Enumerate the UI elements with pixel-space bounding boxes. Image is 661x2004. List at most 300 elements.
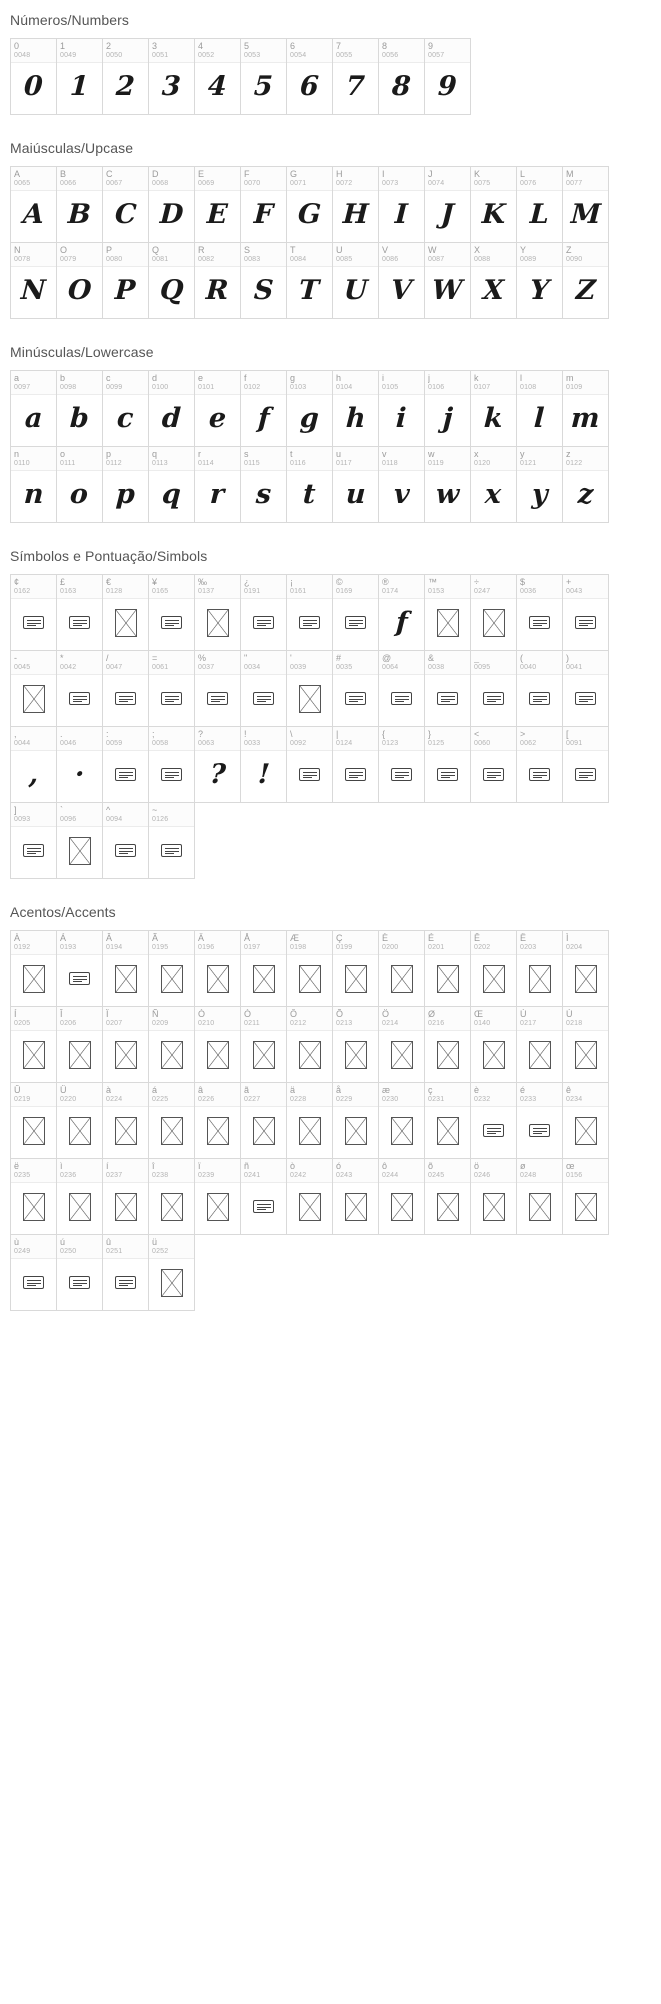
glyph-cell[interactable] <box>562 1006 609 1083</box>
glyph-character-label: € <box>106 577 112 587</box>
glyph-cell[interactable] <box>56 650 103 727</box>
glyph-cell[interactable] <box>240 1082 287 1159</box>
glyph-preview <box>287 63 332 114</box>
glyph-cell[interactable] <box>240 370 287 447</box>
glyph-cell-header <box>57 1007 102 1031</box>
glyph-cell[interactable] <box>286 1158 333 1235</box>
glyph-cell[interactable] <box>148 1006 195 1083</box>
glyph-cell[interactable] <box>148 166 195 243</box>
glyph-character-label: p <box>106 449 112 459</box>
glyph-cell[interactable] <box>240 930 287 1007</box>
glyph-cell[interactable] <box>102 726 149 803</box>
glyph-cell[interactable] <box>240 1158 287 1235</box>
glyph-text: u <box>344 479 367 510</box>
glyph-grid <box>10 38 634 114</box>
glyph-code-label: 0200 <box>382 944 399 951</box>
glyph-cell[interactable] <box>378 930 425 1007</box>
glyph-cell-header <box>471 1007 516 1031</box>
glyph-code-label: 0161 <box>290 588 307 595</box>
glyph-cell[interactable] <box>286 1006 333 1083</box>
missing-glyph-icon <box>379 1183 424 1234</box>
glyph-character-label: ñ <box>244 1161 250 1171</box>
glyph-cell[interactable] <box>56 1234 103 1311</box>
glyph-code-label: 0109 <box>566 384 583 391</box>
glyph-cell[interactable] <box>10 650 57 727</box>
glyph-cell[interactable] <box>516 166 563 243</box>
glyph-cell[interactable] <box>286 574 333 651</box>
glyph-cell[interactable] <box>102 446 149 523</box>
glyph-cell[interactable] <box>148 38 195 115</box>
glyph-cell[interactable] <box>194 1006 241 1083</box>
glyph-cell[interactable] <box>332 726 379 803</box>
glyph-cell[interactable] <box>10 1234 57 1311</box>
glyph-cell[interactable] <box>102 166 149 243</box>
glyph-cell[interactable] <box>194 446 241 523</box>
missing-glyph-icon <box>471 955 516 1006</box>
glyph-cell[interactable] <box>562 930 609 1007</box>
glyph-cell-header <box>241 39 286 63</box>
glyph-cell-header <box>471 1159 516 1183</box>
glyph-text: Q <box>158 275 185 306</box>
glyph-cell[interactable] <box>378 370 425 447</box>
glyph-cell[interactable] <box>10 1082 57 1159</box>
glyph-cell[interactable] <box>56 930 103 1007</box>
glyph-cell[interactable] <box>470 1158 517 1235</box>
glyph-cell[interactable] <box>424 166 471 243</box>
notdef-box-icon <box>207 965 229 993</box>
glyph-cell[interactable] <box>424 930 471 1007</box>
glyph-cell[interactable] <box>562 1158 609 1235</box>
notdef-box-icon <box>437 609 459 637</box>
glyph-cell[interactable] <box>148 446 195 523</box>
glyph-cell[interactable] <box>378 242 425 319</box>
glyph-cell[interactable] <box>102 802 149 879</box>
glyph-cell[interactable] <box>10 574 57 651</box>
glyph-character-label: Ú <box>566 1009 573 1019</box>
glyph-cell[interactable] <box>148 574 195 651</box>
glyph-cell[interactable] <box>102 1006 149 1083</box>
glyph-cell[interactable] <box>516 574 563 651</box>
glyph-cell[interactable] <box>332 38 379 115</box>
glyph-cell[interactable] <box>332 370 379 447</box>
glyph-cell[interactable] <box>194 574 241 651</box>
glyph-code-label: 0241 <box>244 1172 261 1179</box>
glyph-code-label: 0199 <box>336 944 353 951</box>
glyph-text: q <box>161 479 182 510</box>
glyph-code-label: 0117 <box>336 460 352 467</box>
glyph-cell[interactable] <box>56 446 103 523</box>
glyph-preview <box>563 191 608 242</box>
glyph-cell[interactable] <box>56 166 103 243</box>
glyph-cell[interactable] <box>470 242 517 319</box>
glyph-code-label: 0034 <box>244 664 261 671</box>
blank-box-icon <box>391 692 412 705</box>
glyph-cell[interactable] <box>194 166 241 243</box>
glyph-code-label: 0091 <box>566 740 583 747</box>
glyph-cell[interactable] <box>240 726 287 803</box>
glyph-character-label: > <box>520 729 526 739</box>
glyph-cell[interactable] <box>56 1082 103 1159</box>
glyph-code-label: 0202 <box>474 944 491 951</box>
missing-glyph-icon <box>103 955 148 1006</box>
glyph-cell[interactable] <box>516 446 563 523</box>
glyph-cell[interactable] <box>332 1082 379 1159</box>
glyph-cell[interactable] <box>470 1006 517 1083</box>
glyph-character-label: U <box>336 245 343 255</box>
glyph-preview <box>195 63 240 114</box>
glyph-cell-header <box>241 575 286 599</box>
glyph-cell[interactable] <box>378 574 425 651</box>
notdef-box-icon <box>207 1117 229 1145</box>
glyph-cell[interactable] <box>240 242 287 319</box>
glyph-cell[interactable] <box>286 650 333 727</box>
glyph-preview <box>11 471 56 522</box>
glyph-text: P <box>114 275 137 306</box>
glyph-code-label: 0035 <box>336 664 353 671</box>
glyph-cell[interactable] <box>102 1158 149 1235</box>
missing-glyph-icon <box>195 1031 240 1082</box>
glyph-character-label: ã <box>244 1085 250 1095</box>
glyph-cell[interactable] <box>516 650 563 727</box>
glyph-cell-header <box>103 1083 148 1107</box>
glyph-character-label: ™ <box>428 577 437 587</box>
glyph-cell[interactable] <box>56 38 103 115</box>
blank-box-icon <box>23 616 44 629</box>
glyph-cell[interactable] <box>378 38 425 115</box>
glyph-cell[interactable] <box>102 574 149 651</box>
glyph-cell-header <box>517 371 562 395</box>
glyph-cell[interactable] <box>286 166 333 243</box>
glyph-preview <box>57 267 102 318</box>
glyph-code-label: 0174 <box>382 588 399 595</box>
glyph-character-label: | <box>336 729 339 739</box>
glyph-character-label: Ø <box>428 1009 436 1019</box>
glyph-character-label: Ï <box>106 1009 109 1019</box>
glyph-cell-header <box>57 243 102 267</box>
blank-glyph-icon <box>517 751 562 802</box>
glyph-cell[interactable] <box>378 1082 425 1159</box>
blank-glyph-icon <box>103 1259 148 1310</box>
glyph-cell[interactable] <box>470 166 517 243</box>
glyph-cell[interactable] <box>516 242 563 319</box>
glyph-code-label: 0205 <box>14 1020 31 1027</box>
missing-glyph-icon <box>57 1107 102 1158</box>
notdef-box-icon <box>115 1117 137 1145</box>
glyph-cell[interactable] <box>424 370 471 447</box>
glyph-cell[interactable] <box>378 1006 425 1083</box>
glyph-cell[interactable] <box>194 930 241 1007</box>
glyph-cell[interactable] <box>470 370 517 447</box>
glyph-preview <box>241 267 286 318</box>
glyph-cell[interactable] <box>470 1082 517 1159</box>
glyph-cell-header <box>563 727 608 751</box>
glyph-cell[interactable] <box>516 726 563 803</box>
glyph-cell[interactable] <box>424 1006 471 1083</box>
glyph-cell[interactable] <box>102 242 149 319</box>
glyph-cell[interactable] <box>10 1158 57 1235</box>
notdef-box-icon <box>161 1193 183 1221</box>
glyph-text: B <box>67 199 92 230</box>
missing-glyph-icon <box>57 827 102 878</box>
glyph-cell[interactable] <box>332 166 379 243</box>
glyph-code-label: 0053 <box>244 52 261 59</box>
glyph-cell[interactable] <box>10 166 57 243</box>
glyph-cell[interactable] <box>470 726 517 803</box>
glyph-character-label: Ä <box>198 933 205 943</box>
glyph-cell[interactable] <box>424 446 471 523</box>
glyph-cell[interactable] <box>378 1158 425 1235</box>
glyph-cell[interactable] <box>56 726 103 803</box>
notdef-box-icon <box>299 1117 321 1145</box>
notdef-box-icon <box>115 609 137 637</box>
glyph-code-label: 0077 <box>566 180 583 187</box>
glyph-cell[interactable] <box>470 574 517 651</box>
glyph-cell[interactable] <box>332 446 379 523</box>
glyph-cell[interactable] <box>194 38 241 115</box>
glyph-cell[interactable] <box>332 930 379 1007</box>
glyph-cell[interactable] <box>516 1158 563 1235</box>
glyph-character-label: 3 <box>152 41 158 51</box>
glyph-cell-header <box>11 39 56 63</box>
blank-box-icon <box>115 692 136 705</box>
glyph-cell[interactable] <box>148 242 195 319</box>
glyph-cell[interactable] <box>194 650 241 727</box>
glyph-character-label: Ã <box>152 933 159 943</box>
glyph-cell[interactable] <box>148 370 195 447</box>
glyph-cell[interactable] <box>148 650 195 727</box>
glyph-preview <box>149 471 194 522</box>
glyph-cell[interactable] <box>102 1234 149 1311</box>
glyph-code-label: 0087 <box>428 256 445 263</box>
glyph-cell[interactable] <box>424 38 471 115</box>
glyph-cell[interactable] <box>10 1006 57 1083</box>
blank-box-icon <box>69 1276 90 1289</box>
glyph-text: j <box>441 403 454 434</box>
glyph-cell[interactable] <box>10 726 57 803</box>
glyph-cell[interactable] <box>10 242 57 319</box>
glyph-code-label: 0243 <box>336 1172 353 1179</box>
glyph-preview <box>425 471 470 522</box>
glyph-cell[interactable] <box>10 930 57 1007</box>
notdef-box-icon <box>253 1117 275 1145</box>
glyph-cell[interactable] <box>194 242 241 319</box>
glyph-cell[interactable] <box>10 802 57 879</box>
glyph-cell[interactable] <box>332 650 379 727</box>
glyph-cell[interactable] <box>56 1158 103 1235</box>
glyph-cell[interactable] <box>562 446 609 523</box>
glyph-code-label: 0084 <box>290 256 307 263</box>
glyph-cell[interactable] <box>424 1158 471 1235</box>
glyph-code-label: 0088 <box>474 256 491 263</box>
glyph-cell[interactable] <box>424 574 471 651</box>
glyph-code-label: 0055 <box>336 52 353 59</box>
glyph-text: N <box>20 275 47 306</box>
glyph-preview <box>471 267 516 318</box>
glyph-cell[interactable] <box>56 802 103 879</box>
glyph-cell[interactable] <box>56 574 103 651</box>
glyph-cell[interactable] <box>286 446 333 523</box>
glyph-cell[interactable] <box>332 1158 379 1235</box>
glyph-cell[interactable] <box>470 650 517 727</box>
missing-glyph-icon <box>333 1031 378 1082</box>
glyph-cell[interactable] <box>148 930 195 1007</box>
glyph-cell[interactable] <box>148 1234 195 1311</box>
glyph-character-label: Â <box>106 933 113 943</box>
glyph-cell[interactable] <box>562 242 609 319</box>
glyph-cell[interactable] <box>332 1006 379 1083</box>
glyph-cell[interactable] <box>194 1082 241 1159</box>
glyph-character-label: Å <box>244 933 251 943</box>
glyph-cell-header <box>563 1083 608 1107</box>
glyph-cell-header <box>11 1083 56 1107</box>
glyph-cell[interactable] <box>102 1082 149 1159</box>
glyph-cell[interactable] <box>516 930 563 1007</box>
glyph-preview <box>379 395 424 446</box>
glyph-code-label: 0036 <box>520 588 537 595</box>
glyph-cell[interactable] <box>424 242 471 319</box>
glyph-code-label: 0102 <box>244 384 261 391</box>
glyph-code-label: 0124 <box>336 740 353 747</box>
glyph-character-label: ø <box>520 1161 526 1171</box>
glyph-code-label: 0217 <box>520 1020 537 1027</box>
glyph-character-label: J <box>428 169 433 179</box>
glyph-cell[interactable] <box>562 166 609 243</box>
glyph-cell[interactable] <box>148 1082 195 1159</box>
glyph-cell[interactable] <box>148 726 195 803</box>
missing-glyph-icon <box>425 1107 470 1158</box>
section-title: Acentos/Accents <box>10 904 116 920</box>
glyph-cell[interactable] <box>194 370 241 447</box>
glyph-preview <box>195 395 240 446</box>
glyph-cell[interactable] <box>286 930 333 1007</box>
glyph-grid <box>10 930 634 1310</box>
glyph-cell-header <box>425 651 470 675</box>
glyph-cell[interactable] <box>102 370 149 447</box>
glyph-code-label: 0086 <box>382 256 399 263</box>
glyph-cell[interactable] <box>562 726 609 803</box>
glyph-cell[interactable] <box>470 446 517 523</box>
glyph-cell-header <box>103 1235 148 1259</box>
blank-box-icon <box>437 768 458 781</box>
glyph-cell[interactable] <box>102 930 149 1007</box>
glyph-character-label: r <box>198 449 201 459</box>
glyph-cell-header <box>287 575 332 599</box>
glyph-character-label: ) <box>566 653 569 663</box>
glyph-character-label: O <box>60 245 68 255</box>
glyph-code-label: 0153 <box>428 588 445 595</box>
glyph-cell[interactable] <box>148 1158 195 1235</box>
glyph-cell[interactable] <box>516 370 563 447</box>
glyph-cell[interactable] <box>378 726 425 803</box>
glyph-preview <box>471 471 516 522</box>
glyph-cell-header <box>149 1007 194 1031</box>
glyph-cell[interactable] <box>10 38 57 115</box>
glyph-code-label: 0050 <box>106 52 123 59</box>
glyph-code-label: 0061 <box>152 664 169 671</box>
glyph-cell[interactable] <box>240 166 287 243</box>
glyph-cell[interactable] <box>378 166 425 243</box>
glyph-cell[interactable] <box>102 38 149 115</box>
glyph-cell[interactable] <box>562 1082 609 1159</box>
glyph-cell[interactable] <box>240 650 287 727</box>
glyph-cell[interactable] <box>240 1006 287 1083</box>
glyph-cell[interactable] <box>332 242 379 319</box>
glyph-cell-header <box>149 1159 194 1183</box>
glyph-cell-header <box>149 931 194 955</box>
blank-box-icon <box>529 692 550 705</box>
glyph-character-label: w <box>428 449 435 459</box>
glyph-cell[interactable] <box>516 1006 563 1083</box>
glyph-cell[interactable] <box>194 726 241 803</box>
glyph-preview <box>149 191 194 242</box>
missing-glyph-icon <box>287 1107 332 1158</box>
glyph-cell-header <box>103 371 148 395</box>
glyph-cell-header <box>333 1159 378 1183</box>
glyph-preview <box>11 191 56 242</box>
notdef-box-icon <box>161 1041 183 1069</box>
glyph-cell-header <box>425 447 470 471</box>
glyph-cell[interactable] <box>56 242 103 319</box>
glyph-cell[interactable] <box>240 446 287 523</box>
glyph-cell[interactable] <box>240 38 287 115</box>
glyph-text: i <box>395 403 408 434</box>
glyph-character-label: ` <box>60 805 63 815</box>
glyph-cell[interactable] <box>378 650 425 727</box>
glyph-cell[interactable] <box>378 446 425 523</box>
glyph-cell[interactable] <box>148 802 195 879</box>
glyph-cell[interactable] <box>10 370 57 447</box>
glyph-cell[interactable] <box>102 650 149 727</box>
glyph-code-label: 0067 <box>106 180 123 187</box>
glyph-cell[interactable] <box>286 242 333 319</box>
notdef-box-icon <box>575 1193 597 1221</box>
glyph-cell-header <box>287 1007 332 1031</box>
glyph-cell[interactable] <box>10 446 57 523</box>
glyph-preview <box>517 471 562 522</box>
glyph-cell[interactable] <box>286 1082 333 1159</box>
glyph-cell-header <box>517 447 562 471</box>
notdef-box-icon <box>207 1041 229 1069</box>
glyph-cell[interactable] <box>562 370 609 447</box>
glyph-cell[interactable] <box>424 650 471 727</box>
glyph-cell[interactable] <box>562 574 609 651</box>
glyph-cell[interactable] <box>470 930 517 1007</box>
glyph-character-label: @ <box>382 653 392 663</box>
glyph-cell[interactable] <box>562 650 609 727</box>
glyph-cell[interactable] <box>56 370 103 447</box>
glyph-preview <box>149 395 194 446</box>
glyph-cell[interactable] <box>286 370 333 447</box>
glyph-cell[interactable] <box>240 574 287 651</box>
glyph-text: D <box>158 199 185 230</box>
glyph-cell[interactable] <box>286 726 333 803</box>
glyph-cell[interactable] <box>286 38 333 115</box>
glyph-cell[interactable] <box>332 574 379 651</box>
glyph-preview <box>241 395 286 446</box>
glyph-text: E <box>206 199 229 230</box>
glyph-cell[interactable] <box>424 1082 471 1159</box>
glyph-cell[interactable] <box>194 1158 241 1235</box>
glyph-cell[interactable] <box>516 1082 563 1159</box>
glyph-text: M <box>569 199 602 230</box>
glyph-text: G <box>297 199 322 230</box>
glyph-cell[interactable] <box>56 1006 103 1083</box>
glyph-cell-header <box>471 243 516 267</box>
glyph-cell-header <box>11 1159 56 1183</box>
glyph-cell[interactable] <box>424 726 471 803</box>
glyph-text: 3 <box>161 71 182 102</box>
glyph-cell-header <box>11 1007 56 1031</box>
